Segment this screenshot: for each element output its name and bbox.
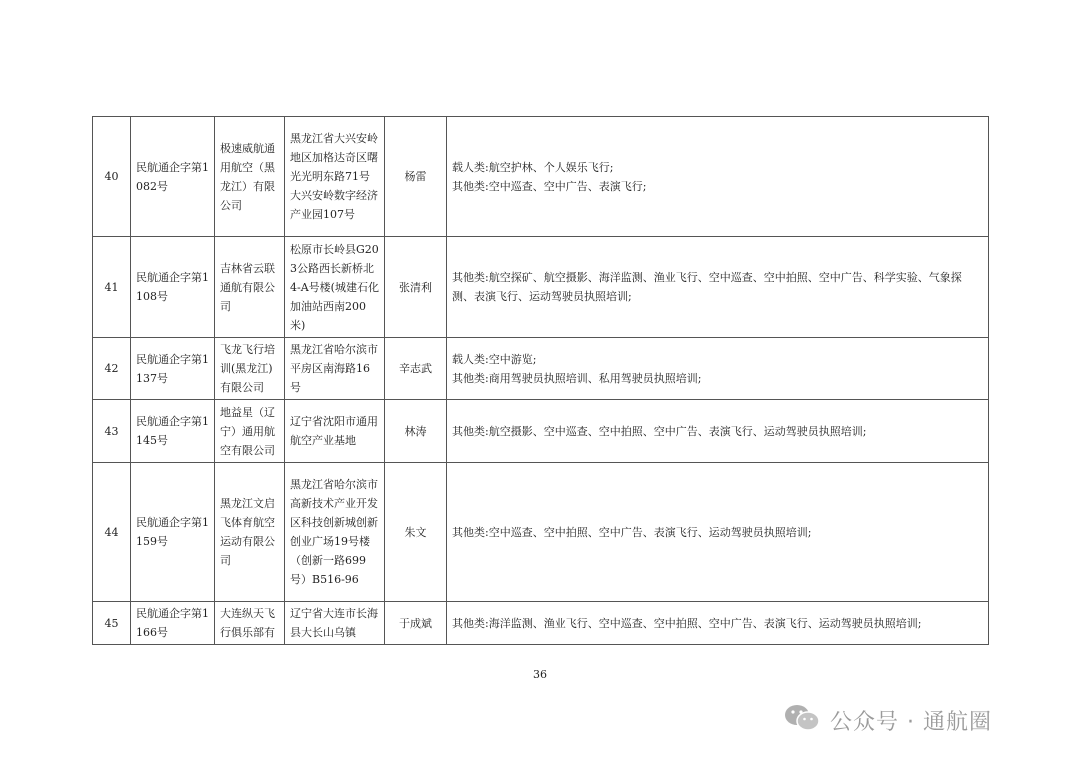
table-row bbox=[93, 338, 989, 400]
certificate-number: 民航通企字第1082号 bbox=[131, 117, 215, 237]
company-name: 吉林省云联通航有限公司 bbox=[215, 237, 285, 338]
scope-line: 其他类:海洋监测、渔业飞行、空中巡查、空中拍照、空中广告、表演飞行、运动驾驶员执照培训; bbox=[452, 616, 922, 630]
table-row bbox=[93, 237, 989, 338]
table-row bbox=[93, 117, 989, 237]
business-scope bbox=[447, 338, 989, 400]
watermark-text: 公众号 · 通航圈 bbox=[830, 709, 992, 735]
row-number: 44 bbox=[93, 463, 131, 602]
company-name: 大连纵天飞行俱乐部有 bbox=[215, 602, 285, 645]
certificate-number: 民航通企字第1137号 bbox=[131, 338, 215, 400]
legal-representative: 辛志武 bbox=[385, 338, 447, 400]
row-number: 42 bbox=[93, 338, 131, 400]
certificate-number: 民航通企字第1166号 bbox=[131, 602, 215, 645]
business-scope bbox=[447, 117, 989, 237]
scope-line: 其他类:航空摄影、空中巡查、空中拍照、空中广告、表演飞行、运动驾驶员执照培训; bbox=[452, 424, 867, 438]
scope-line: 载人类:航空护林、个人娱乐飞行; bbox=[452, 160, 614, 174]
legal-representative: 张清利 bbox=[385, 237, 447, 338]
scope-line: 其他类:商用驾驶员执照培训、私用驾驶员执照培训; bbox=[452, 371, 702, 385]
row-number: 41 bbox=[93, 237, 131, 338]
company-address: 黑龙江省哈尔滨市高新技术产业开发区科技创新城创新创业广场19号楼（创新一路699号）B516-96 bbox=[285, 463, 385, 602]
company-name: 极速威航通用航空（黑龙江）有限公司 bbox=[215, 117, 285, 237]
scope-line: 其他类:航空探矿、航空摄影、海洋监测、渔业飞行、空中巡查、空中拍照、空中广告、科学实验、气象探测、表演飞行、运动驾驶员执照培训; bbox=[452, 271, 962, 303]
table-row bbox=[93, 463, 989, 602]
row-number: 40 bbox=[93, 117, 131, 237]
scope-line: 其他类:空中巡查、空中广告、表演飞行; bbox=[452, 179, 647, 193]
legal-representative: 杨雷 bbox=[385, 117, 447, 237]
scope-line: 其他类:空中巡查、空中拍照、空中广告、表演飞行、运动驾驶员执照培训; bbox=[452, 525, 812, 539]
company-name: 飞龙飞行培训(黑龙江)有限公司 bbox=[215, 338, 285, 400]
row-number: 43 bbox=[93, 400, 131, 463]
table-row bbox=[93, 602, 989, 645]
business-scope bbox=[447, 602, 989, 645]
scope-line: 载人类:空中游览; bbox=[452, 352, 537, 366]
business-scope bbox=[447, 463, 989, 602]
legal-representative: 朱文 bbox=[385, 463, 447, 602]
company-address: 辽宁省沈阳市通用航空产业基地 bbox=[285, 400, 385, 463]
company-address: 松原市长岭县G203公路西长新桥北4-A号楼(城建石化加油站西南200米) bbox=[285, 237, 385, 338]
company-address: 黑龙江省大兴安岭地区加格达奇区曙光光明东路71号大兴安岭数字经济产业园107号 bbox=[285, 117, 385, 237]
certificate-number: 民航通企字第1108号 bbox=[131, 237, 215, 338]
table-row bbox=[93, 400, 989, 463]
page-number: 36 bbox=[533, 668, 547, 681]
watermark bbox=[782, 702, 992, 738]
certificate-number: 民航通企字第1159号 bbox=[131, 463, 215, 602]
legal-representative: 于成斌 bbox=[385, 602, 447, 645]
company-address: 辽宁省大连市长海县大长山乌镇 bbox=[285, 602, 385, 645]
certificate-number: 民航通企字第1145号 bbox=[131, 400, 215, 463]
legal-representative: 林涛 bbox=[385, 400, 447, 463]
business-scope bbox=[447, 400, 989, 463]
company-name: 地益星（辽宁）通用航空有限公司 bbox=[215, 400, 285, 463]
registration-table bbox=[92, 116, 989, 645]
company-name: 黑龙江文启飞体育航空运动有限公司 bbox=[215, 463, 285, 602]
wechat-icon bbox=[782, 702, 830, 738]
company-address: 黑龙江省哈尔滨市平房区南海路16号 bbox=[285, 338, 385, 400]
business-scope bbox=[447, 237, 989, 338]
row-number: 45 bbox=[93, 602, 131, 645]
